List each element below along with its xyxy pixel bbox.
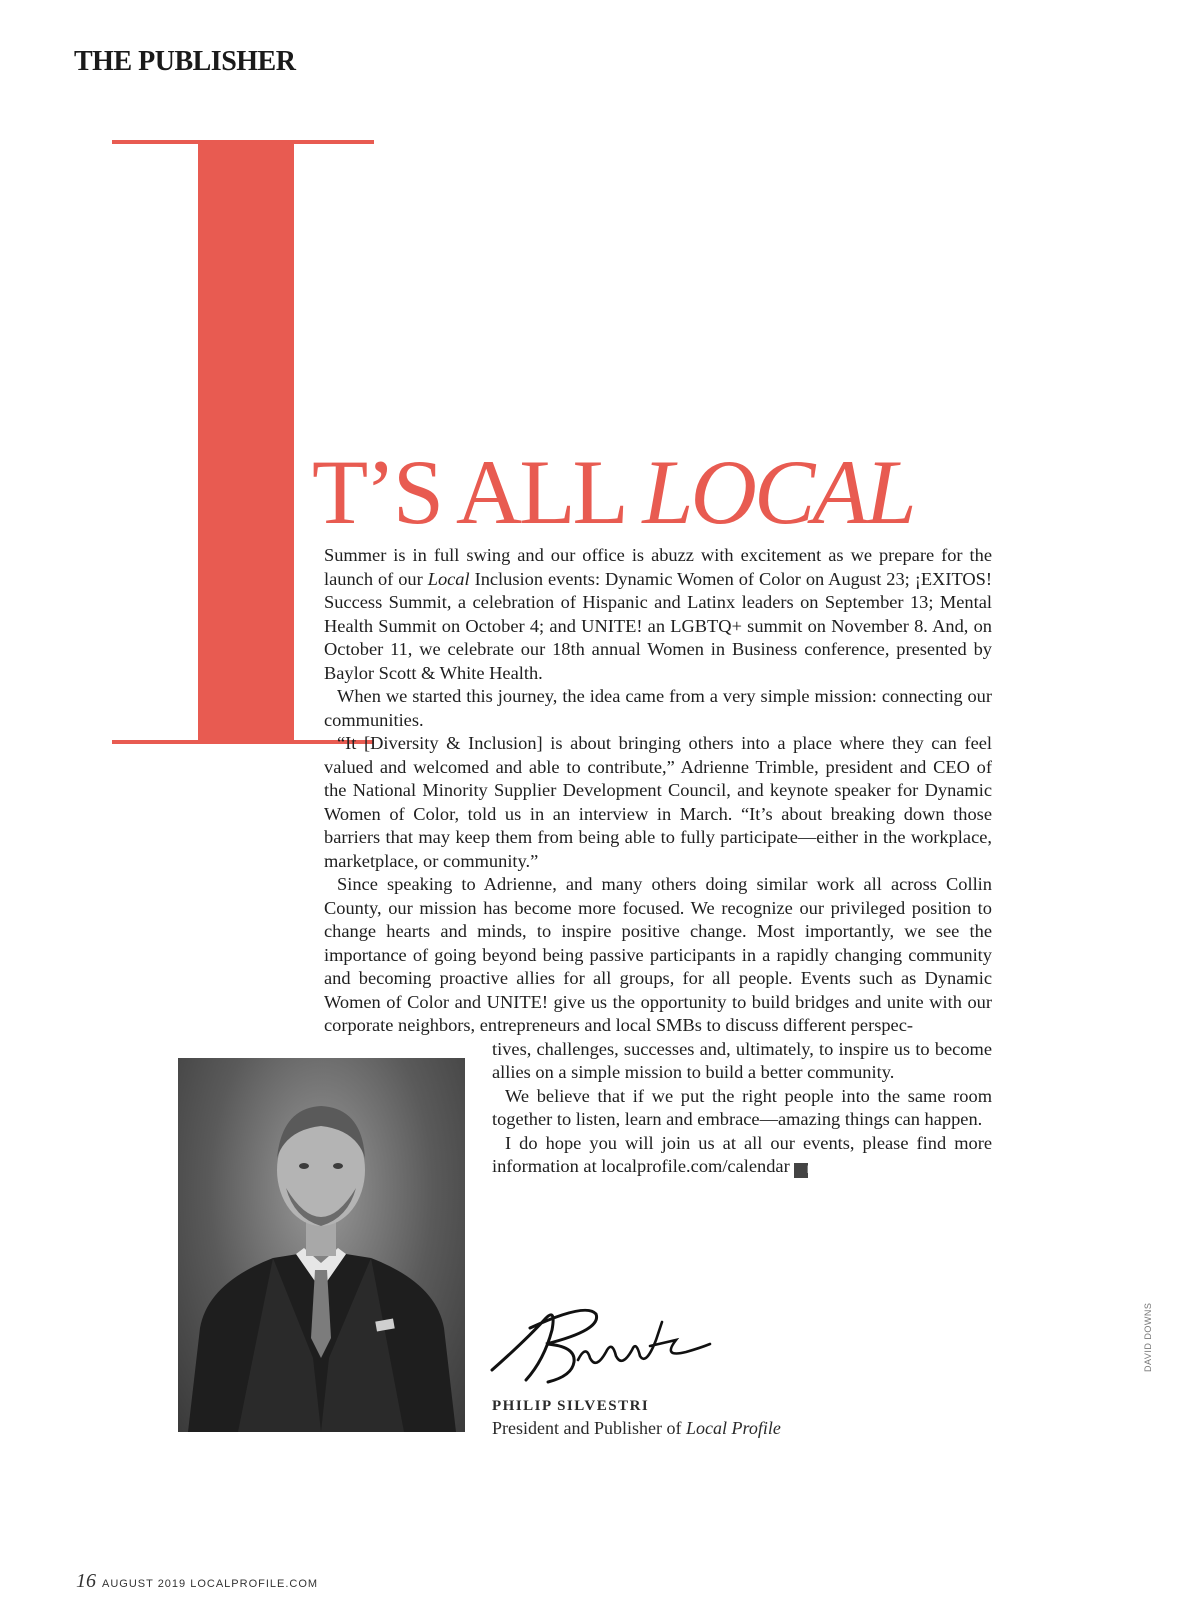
paragraph-1: Summer is in full swing and our office is abuzz with excitement as we prepare for the launch of our Local Inclusion events: Dynamic Women of Color on August 23; ¡EXITOS! Success Summit, a celebration of Hispanic and Latinx leaders on September 13; Mental Health Summit on October 4; and UNITE! an LGBTQ+ summit on November 8. And, on October 11, we celebrate our 18th annual Women in Business conference, presented by Baylor Scott & White Health. (324, 545, 992, 683)
paragraph-2: When we started this journey, the idea came from a very simple mission: connecting our communities. (324, 686, 992, 730)
end-mark-icon: L (794, 1163, 808, 1178)
body-wrap-column (492, 1038, 992, 1179)
title-main: T’S ALL (312, 441, 643, 543)
page-footer (76, 1570, 318, 1593)
page-number: 16 (76, 1570, 96, 1592)
article-title (312, 441, 914, 543)
issue-info: AUGUST 2019 LOCALPROFILE.COM (102, 1578, 319, 1590)
paragraph-4-continued: tives, challenges, successes and, ultimately, to inspire us to become allies on a simple mission to build a better community. (492, 1038, 992, 1082)
drop-cap-stem (198, 140, 294, 744)
paragraph-6: I do hope you will join us at all our events, please find more information at localprofile.com/calendar L (492, 1132, 992, 1176)
section-label: THE PUBLISHER (74, 46, 296, 77)
publisher-portrait (178, 1058, 465, 1432)
paragraph-4: Since speaking to Adrienne, and many others doing similar work all across Collin County, our mission has become more focused. We recognize our privileged position to change hearts and minds, to inspire positive change. Most importantly, we see the importance of going beyond being passive participants in a rapidly changing community and becoming proactive allies for all groups, for all people. Events such as Dynamic Women of Color and UNITE! give us the opportunity to build bridges and unite with our corporate neighbors, entrepreneurs and local SMBs to discuss different perspec- (324, 874, 992, 1035)
photo-credit: DAVID DOWNS (1143, 1302, 1153, 1372)
title-emphasis: LOCAL (642, 441, 914, 543)
paragraph-3: “It [Diversity & Inclusion] is about bringing others into a place where they can feel valued and welcomed and able to contribute,” Adrienne Trimble, president and CEO of the National Minority Supplier Development Council, and keynote speaker for Dynamic Women of Color, told us in an interview in March. “It’s about breaking down those barriers that may keep them from being able to fully participate—either in the workplace, marketplace, or community.” (324, 733, 992, 871)
signature-graphic (486, 1300, 716, 1390)
publisher-name: PHILIP SILVESTRI (492, 1398, 650, 1414)
paragraph-5: We believe that if we put the right people into the same room together to listen, learn and embrace—amazing things can happen. (492, 1085, 992, 1129)
publisher-title: President and Publisher of Local Profile (492, 1418, 781, 1438)
